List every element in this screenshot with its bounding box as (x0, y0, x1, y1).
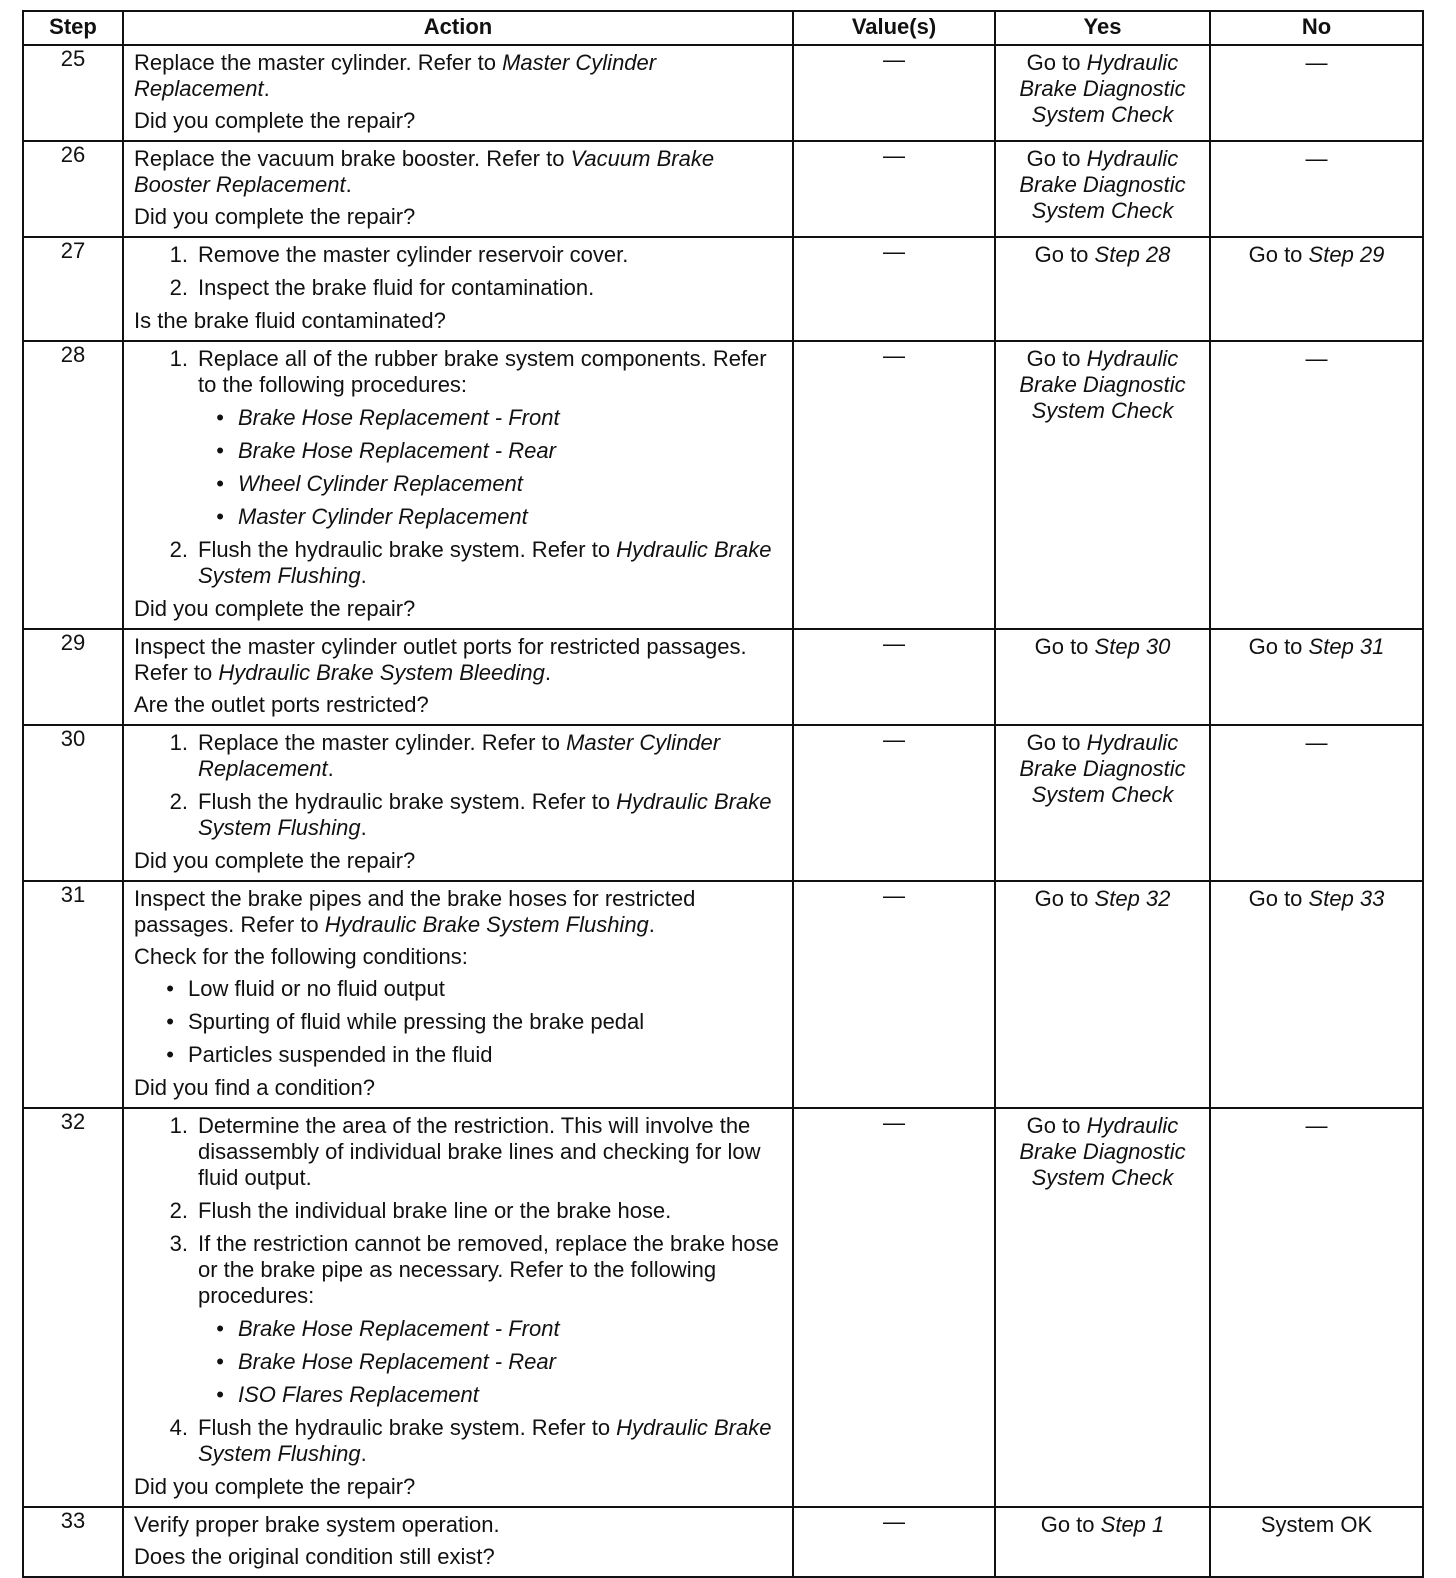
value-cell: — (793, 881, 995, 1108)
step-number: 31 (23, 881, 123, 1108)
procedure-reference: Hydraulic Brake System Bleeding (218, 660, 545, 685)
action-cell: Replace the master cylinder. Refer to Master Cylinder Replacement. Did you complete the repair? (123, 45, 793, 141)
table-row (23, 1507, 1423, 1577)
table-row (23, 1108, 1423, 1507)
value-cell: — (793, 629, 995, 725)
step-number: 30 (23, 725, 123, 881)
question-text: Did you complete the repair? (134, 108, 416, 133)
no-cell: — (1210, 1108, 1423, 1507)
yes-cell: Go to Hydraulic Brake Diagnostic System Check (995, 141, 1210, 237)
header-value: Value(s) (793, 11, 995, 45)
procedure-reference: Master Cylinder Replacement (198, 730, 721, 781)
no-cell: Go to Step 29 (1210, 237, 1423, 341)
action-item: Replace all of the rubber brake system components. Refer to the following procedures: (198, 346, 767, 397)
action-text: Check for the following conditions: (134, 944, 468, 969)
yes-cell: Go to Hydraulic Brake Diagnostic System Check (995, 341, 1210, 629)
question-text: Did you complete the repair? (134, 204, 416, 229)
condition-item: Spurting of fluid while pressing the brake pedal (188, 1009, 645, 1034)
value-cell: — (793, 725, 995, 881)
procedure-reference: Master Cylinder Replacement (238, 504, 528, 529)
step-number: 27 (23, 237, 123, 341)
condition-item: Low fluid or no fluid output (188, 976, 445, 1001)
value-cell: — (793, 45, 995, 141)
yes-cell: Go to Step 32 (995, 881, 1210, 1108)
question-text: Did you complete the repair? (134, 596, 416, 621)
table-row (23, 237, 1423, 341)
action-item: Flush the hydraulic brake system. Refer to (198, 537, 617, 562)
action-text: Replace the master cylinder. Refer to (134, 50, 503, 75)
step-number: 29 (23, 629, 123, 725)
question-text: Are the outlet ports restricted? (134, 692, 429, 717)
action-cell: Inspect the master cylinder outlet ports for restricted passages. Refer to Hydraulic Brake System Bleeding. Are the outlet ports restricted? (123, 629, 793, 725)
step-number: 25 (23, 45, 123, 141)
no-cell: — (1210, 725, 1423, 881)
table-row (23, 881, 1423, 1108)
procedure-reference: Brake Hose Replacement - Rear (238, 1349, 556, 1374)
action-cell: 1. Replace the master cylinder. Refer to Master Cylinder Replacement. 2. Flush the hydraulic brake system. Refer to Hydraulic Brake System Flushing. Did you complete the repair? (123, 725, 793, 881)
question-text: Did you complete the repair? (134, 848, 416, 873)
header-step: Step (23, 11, 123, 45)
table-row (23, 725, 1423, 881)
table-row (23, 341, 1423, 629)
question-text: Did you find a condition? (134, 1075, 375, 1100)
action-item: Flush the hydraulic brake system. Refer to (198, 789, 617, 814)
yes-cell: Go to Hydraulic Brake Diagnostic System Check (995, 725, 1210, 881)
table-row (23, 45, 1423, 141)
action-item: Remove the master cylinder reservoir cover. (198, 242, 629, 267)
value-cell: — (793, 1507, 995, 1577)
question-text: Is the brake fluid contaminated? (134, 308, 446, 333)
table-row (23, 629, 1423, 725)
action-item: Determine the area of the restriction. This will involve the disassembly of individual brake lines and checking for low fluid output. (198, 1113, 761, 1190)
header-no: No (1210, 11, 1423, 45)
action-cell: 1. Replace all of the rubber brake system components. Refer to the following procedures: • Brake Hose Replacement - Front • Brake Hose Replacement - Rear • Wheel Cylinder Replacement • Master Cylinder Replacement 2. Flush the hydraulic brake system. Refer to Hydraulic Brake System Flushing. Did you complete the repair? (123, 341, 793, 629)
yes-cell: Go to Hydraulic Brake Diagnostic System Check (995, 1108, 1210, 1507)
action-text: Inspect the brake pipes and the brake hoses for restricted passages. Refer to (134, 886, 696, 937)
value-cell: — (793, 341, 995, 629)
step-number: 32 (23, 1108, 123, 1507)
diagnostic-table (22, 10, 1424, 1578)
no-cell: — (1210, 141, 1423, 237)
question-text: Did you complete the repair? (134, 1474, 416, 1499)
action-item: Inspect the brake fluid for contamination. (198, 275, 595, 300)
procedure-reference: Wheel Cylinder Replacement (238, 471, 523, 496)
action-text: Verify proper brake system operation. (134, 1512, 500, 1537)
procedure-reference: Brake Hose Replacement - Front (238, 1316, 560, 1341)
procedure-reference: Hydraulic Brake System Flushing (198, 789, 772, 840)
yes-cell: Go to Step 28 (995, 237, 1210, 341)
no-cell: — (1210, 45, 1423, 141)
header-action: Action (123, 11, 793, 45)
action-cell (123, 1507, 793, 1577)
procedure-reference: Hydraulic Brake System Flushing (198, 537, 772, 588)
action-cell: 1. Remove the master cylinder reservoir cover. 2. Inspect the brake fluid for contamination. Is the brake fluid contaminated? (123, 237, 793, 341)
condition-item: Particles suspended in the fluid (188, 1042, 493, 1067)
procedure-reference: Brake Hose Replacement - Front (238, 405, 560, 430)
no-cell: System OK (1210, 1507, 1423, 1577)
no-cell: Go to Step 31 (1210, 629, 1423, 725)
step-number: 33 (23, 1507, 123, 1577)
yes-cell: Go to Step 30 (995, 629, 1210, 725)
value-cell: — (793, 141, 995, 237)
header-row (23, 11, 1423, 45)
no-cell: Go to Step 33 (1210, 881, 1423, 1108)
step-number: 26 (23, 141, 123, 237)
header-yes: Yes (995, 11, 1210, 45)
yes-cell: Go to Step 1 (995, 1507, 1210, 1577)
procedure-reference: Vacuum Brake Booster Replacement (134, 146, 715, 197)
action-cell: 1. Determine the area of the restriction. This will involve the disassembly of individual brake lines and checking for low fluid output. 2. Flush the individual brake line or the brake hose. 3. If the restriction cannot be removed, replace the brake hose or the brake pipe as necessary. Refer to the following procedures: • Brake Hose Replacement - Front • Brake Hose Replacement - Rear • ISO Flares Replacement 4. Flush the hydraulic brake system. Refer to Hydraulic Brake System Flushing. Did you complete the repair? (123, 1108, 793, 1507)
action-text: Inspect the master cylinder outlet ports for restricted passages. Refer to (134, 634, 747, 685)
question-text: Does the original condition still exist? (134, 1544, 495, 1569)
action-item: Flush the hydraulic brake system. Refer to (198, 1415, 617, 1440)
action-item: Replace the master cylinder. Refer to (198, 730, 567, 755)
procedure-reference: Hydraulic Brake System Flushing (324, 912, 649, 937)
procedure-reference: Master Cylinder Replacement (134, 50, 657, 101)
action-item: Flush the individual brake line or the brake hose. (198, 1198, 672, 1223)
action-item: If the restriction cannot be removed, replace the brake hose or the brake pipe as necessary. Refer to the following procedures: (198, 1231, 779, 1308)
procedure-reference: Hydraulic Brake System Flushing (198, 1415, 772, 1466)
value-cell: — (793, 1108, 995, 1507)
action-cell: Replace the vacuum brake booster. Refer to Vacuum Brake Booster Replacement. Did you complete the repair? (123, 141, 793, 237)
procedure-reference: Brake Hose Replacement - Rear (238, 438, 556, 463)
action-text: Replace the vacuum brake booster. Refer to (134, 146, 571, 171)
step-number: 28 (23, 341, 123, 629)
table-row (23, 141, 1423, 237)
action-cell: Inspect the brake pipes and the brake hoses for restricted passages. Refer to Hydraulic Brake System Flushing. Check for the following conditions: • Low fluid or no fluid output • Spurting of fluid while pressing the brake pedal • Particles suspended in the fluid Did you find a condition? (123, 881, 793, 1108)
procedure-reference: ISO Flares Replacement (238, 1382, 479, 1407)
no-cell: — (1210, 341, 1423, 629)
yes-cell: Go to Hydraulic Brake Diagnostic System Check (995, 45, 1210, 141)
value-cell: — (793, 237, 995, 341)
